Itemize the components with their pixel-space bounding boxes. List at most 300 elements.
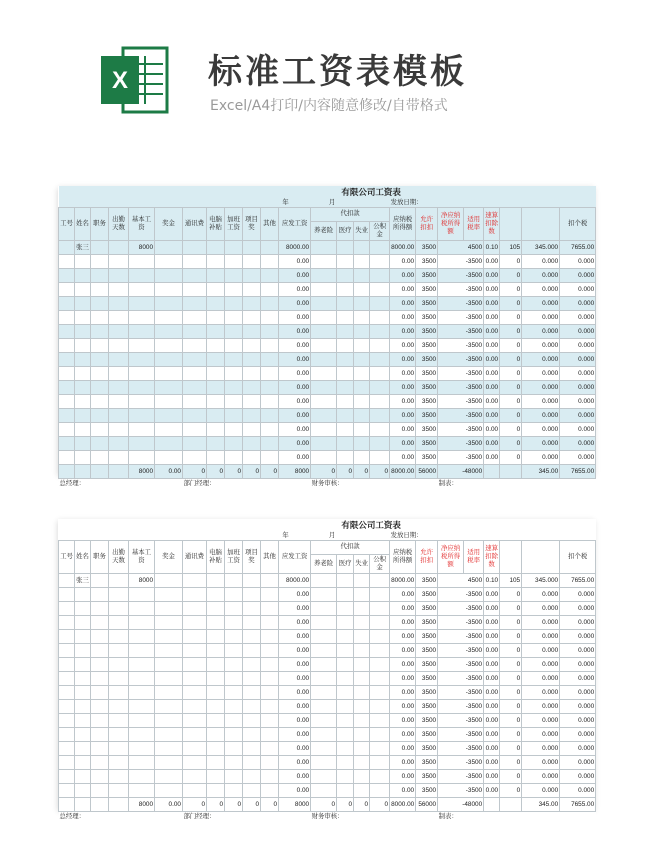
empty-cell	[75, 770, 91, 784]
column-header: 出勤天数	[109, 208, 129, 241]
empty-cell	[370, 588, 390, 602]
data-cell: 0.000	[560, 395, 596, 409]
column-header: 基本工资	[129, 541, 155, 574]
total-cell: 8000.00	[390, 465, 416, 479]
empty-cell	[183, 574, 207, 588]
data-cell: 0.000	[522, 451, 560, 465]
data-cell: 0	[500, 616, 522, 630]
empty-cell	[370, 602, 390, 616]
empty-cell	[225, 423, 243, 437]
empty-cell	[109, 700, 129, 714]
empty-cell	[225, 742, 243, 756]
empty-cell	[370, 353, 390, 367]
spacer-cell	[522, 208, 560, 241]
column-header: 电脑补贴	[207, 541, 225, 574]
empty-cell	[225, 672, 243, 686]
empty-cell	[109, 297, 129, 311]
empty-cell	[59, 616, 75, 630]
data-cell: 0.00	[390, 325, 416, 339]
empty-cell	[311, 395, 337, 409]
empty-cell	[243, 339, 261, 353]
empty-cell	[155, 451, 183, 465]
total-cell: 56000	[416, 465, 438, 479]
empty-cell	[354, 686, 370, 700]
empty-cell	[484, 465, 500, 479]
data-cell: 3500	[416, 339, 438, 353]
empty-cell	[261, 658, 279, 672]
empty-cell	[354, 311, 370, 325]
data-cell: 0.000	[560, 339, 596, 353]
empty-cell	[183, 658, 207, 672]
data-cell: 0	[500, 395, 522, 409]
empty-cell	[354, 574, 370, 588]
empty-cell	[370, 381, 390, 395]
empty-cell	[129, 770, 155, 784]
column-header: 净应纳税所得额	[438, 208, 464, 241]
empty-cell	[129, 602, 155, 616]
data-cell: 0.00	[390, 255, 416, 269]
year-label: 年	[261, 531, 311, 541]
empty-cell	[109, 311, 129, 325]
empty-cell	[370, 437, 390, 451]
total-cell: 8000	[279, 798, 311, 812]
data-cell: 0.000	[560, 784, 596, 798]
data-cell: 0.000	[522, 353, 560, 367]
empty-cell	[225, 311, 243, 325]
payroll-table	[58, 519, 596, 822]
total-cell: 8000	[129, 798, 155, 812]
data-cell: 0.000	[560, 367, 596, 381]
data-cell: 0.000	[560, 311, 596, 325]
data-cell: 0.00	[279, 423, 311, 437]
data-cell: 8000	[129, 241, 155, 255]
empty-cell	[155, 241, 183, 255]
empty-cell	[337, 658, 354, 672]
data-cell: 0.000	[522, 367, 560, 381]
empty-cell	[311, 714, 337, 728]
empty-cell	[109, 465, 129, 479]
empty-cell	[311, 686, 337, 700]
empty-cell	[370, 409, 390, 423]
deduction-subheader: 公积金	[370, 554, 390, 573]
empty-cell	[243, 644, 261, 658]
empty-cell	[183, 728, 207, 742]
data-cell: 7655.00	[560, 574, 596, 588]
data-cell: 3500	[416, 367, 438, 381]
data-cell: 张三	[75, 241, 91, 255]
empty-cell	[91, 283, 109, 297]
empty-cell	[109, 742, 129, 756]
empty-cell	[337, 339, 354, 353]
empty-cell	[337, 686, 354, 700]
column-header: 加班工资	[225, 541, 243, 574]
empty-cell	[59, 742, 75, 756]
empty-cell	[207, 381, 225, 395]
empty-cell	[311, 728, 337, 742]
empty-cell	[261, 395, 279, 409]
empty-cell	[261, 367, 279, 381]
empty-cell	[183, 269, 207, 283]
total-cell: 0	[225, 798, 243, 812]
data-cell: 0.00	[484, 588, 500, 602]
data-cell: -3500	[438, 784, 484, 798]
empty-cell	[109, 728, 129, 742]
data-cell: 0.000	[560, 700, 596, 714]
data-cell: 4500	[438, 574, 484, 588]
empty-cell	[207, 658, 225, 672]
data-cell: 0.000	[560, 269, 596, 283]
empty-cell	[183, 367, 207, 381]
empty-cell	[129, 339, 155, 353]
empty-cell	[59, 325, 75, 339]
empty-cell	[243, 283, 261, 297]
table-row	[59, 311, 596, 325]
empty-cell	[337, 297, 354, 311]
empty-cell	[109, 756, 129, 770]
empty-cell	[155, 616, 183, 630]
data-cell: 0.00	[279, 311, 311, 325]
signature-dept: 部门经理：	[183, 812, 311, 823]
column-header: 基本工资	[129, 208, 155, 241]
empty-cell	[129, 616, 155, 630]
data-cell: 3500	[416, 255, 438, 269]
empty-cell	[354, 644, 370, 658]
empty-cell	[261, 784, 279, 798]
payroll-sheet-plain	[58, 519, 595, 820]
data-cell: 0.00	[390, 353, 416, 367]
empty-cell	[91, 616, 109, 630]
empty-cell	[337, 616, 354, 630]
empty-cell	[261, 437, 279, 451]
column-header: 出勤天数	[109, 541, 129, 574]
empty-cell	[129, 325, 155, 339]
empty-cell	[337, 437, 354, 451]
empty-cell	[75, 714, 91, 728]
data-cell: 0.00	[390, 672, 416, 686]
empty-cell	[243, 742, 261, 756]
table-row	[59, 255, 596, 269]
empty-cell	[183, 672, 207, 686]
empty-cell	[370, 423, 390, 437]
data-cell: 0.00	[484, 742, 500, 756]
empty-cell	[243, 630, 261, 644]
empty-cell	[183, 297, 207, 311]
empty-cell	[129, 311, 155, 325]
empty-cell	[91, 742, 109, 756]
data-cell: 0	[500, 325, 522, 339]
empty-cell	[207, 395, 225, 409]
data-cell: 0.00	[279, 742, 311, 756]
total-cell: 0	[243, 798, 261, 812]
table-row	[59, 714, 596, 728]
empty-cell	[370, 756, 390, 770]
data-cell: 0	[500, 283, 522, 297]
data-cell: 0.000	[560, 255, 596, 269]
total-cell: 0	[183, 798, 207, 812]
empty-cell	[75, 423, 91, 437]
empty-cell	[75, 283, 91, 297]
empty-cell	[243, 325, 261, 339]
data-cell: 0.00	[279, 784, 311, 798]
data-cell: 0	[500, 742, 522, 756]
empty-cell	[155, 297, 183, 311]
empty-cell	[109, 395, 129, 409]
empty-cell	[75, 602, 91, 616]
column-header: 通讯费	[183, 208, 207, 241]
empty-cell	[225, 451, 243, 465]
total-row	[59, 465, 596, 479]
data-cell: 8000.00	[279, 241, 311, 255]
empty-cell	[243, 353, 261, 367]
empty-cell	[91, 574, 109, 588]
table-row	[59, 630, 596, 644]
empty-cell	[261, 714, 279, 728]
table-row	[59, 616, 596, 630]
empty-cell	[354, 770, 370, 784]
empty-cell	[311, 437, 337, 451]
empty-cell	[129, 784, 155, 798]
empty-cell	[243, 241, 261, 255]
empty-cell	[183, 325, 207, 339]
data-cell: 0	[500, 451, 522, 465]
empty-cell	[207, 728, 225, 742]
empty-cell	[370, 311, 390, 325]
data-cell: 0.000	[522, 339, 560, 353]
empty-cell	[155, 784, 183, 798]
empty-cell	[354, 658, 370, 672]
data-cell: 0.000	[522, 602, 560, 616]
empty-cell	[337, 672, 354, 686]
empty-cell	[75, 465, 91, 479]
empty-cell	[337, 283, 354, 297]
data-cell: 0	[500, 437, 522, 451]
empty-cell	[207, 574, 225, 588]
data-cell: 3500	[416, 437, 438, 451]
data-cell: 0	[500, 644, 522, 658]
empty-cell	[75, 353, 91, 367]
data-cell: -3500	[438, 686, 484, 700]
empty-cell	[129, 297, 155, 311]
spacer-cell	[500, 541, 522, 574]
empty-cell	[311, 451, 337, 465]
empty-cell	[59, 644, 75, 658]
data-cell: -3500	[438, 756, 484, 770]
column-header: 适用税率	[464, 541, 484, 574]
empty-cell	[370, 658, 390, 672]
data-cell: 0.00	[279, 658, 311, 672]
empty-cell	[261, 616, 279, 630]
empty-cell	[370, 297, 390, 311]
empty-cell	[129, 437, 155, 451]
empty-cell	[500, 798, 522, 812]
data-cell: -3500	[438, 451, 484, 465]
data-cell: 0.00	[484, 423, 500, 437]
empty-cell	[183, 644, 207, 658]
total-cell: 0	[337, 798, 354, 812]
empty-cell	[354, 381, 370, 395]
data-cell: 0.00	[484, 367, 500, 381]
data-cell: 0	[500, 700, 522, 714]
data-cell: 0	[500, 672, 522, 686]
empty-cell	[207, 283, 225, 297]
table-row	[59, 381, 596, 395]
data-cell: 0.000	[560, 616, 596, 630]
empty-cell	[155, 367, 183, 381]
data-cell: 345.000	[522, 574, 560, 588]
data-cell: 0.00	[279, 381, 311, 395]
data-cell: 0.00	[279, 325, 311, 339]
data-cell: 3500	[416, 381, 438, 395]
data-cell: 105	[500, 574, 522, 588]
data-cell: 8000.00	[390, 241, 416, 255]
data-cell: -3500	[438, 325, 484, 339]
empty-cell	[91, 297, 109, 311]
empty-cell	[337, 784, 354, 798]
data-cell: 0.00	[484, 784, 500, 798]
data-cell: 3500	[416, 311, 438, 325]
empty-cell	[225, 756, 243, 770]
empty-cell	[109, 325, 129, 339]
table-row	[59, 602, 596, 616]
empty-cell	[59, 437, 75, 451]
data-cell: 0.00	[484, 714, 500, 728]
empty-cell	[91, 770, 109, 784]
empty-cell	[261, 423, 279, 437]
column-header: 扣个税	[560, 208, 596, 241]
data-cell: 0.00	[279, 714, 311, 728]
empty-cell	[91, 672, 109, 686]
empty-cell	[311, 269, 337, 283]
spacer-cell	[500, 208, 522, 241]
table-row	[59, 784, 596, 798]
empty-cell	[337, 714, 354, 728]
empty-cell	[311, 297, 337, 311]
empty-cell	[59, 311, 75, 325]
empty-cell	[207, 325, 225, 339]
data-cell: 0.000	[560, 644, 596, 658]
data-cell: 0.00	[279, 297, 311, 311]
empty-cell	[155, 658, 183, 672]
empty-cell	[109, 409, 129, 423]
data-cell: 0.00	[484, 728, 500, 742]
empty-cell	[129, 255, 155, 269]
data-cell: 0	[500, 784, 522, 798]
data-cell: -3500	[438, 423, 484, 437]
data-cell: -3500	[438, 395, 484, 409]
empty-cell	[59, 269, 75, 283]
empty-cell	[207, 672, 225, 686]
total-cell: 7655.00	[560, 465, 596, 479]
empty-cell	[225, 437, 243, 451]
table-row	[59, 423, 596, 437]
empty-cell	[155, 672, 183, 686]
empty-cell	[261, 770, 279, 784]
empty-cell	[261, 297, 279, 311]
empty-cell	[370, 451, 390, 465]
data-cell: 0.00	[279, 339, 311, 353]
data-cell: 0.000	[522, 770, 560, 784]
empty-cell	[59, 465, 75, 479]
data-cell: 0.00	[484, 409, 500, 423]
empty-cell	[261, 325, 279, 339]
empty-cell	[91, 255, 109, 269]
empty-cell	[183, 630, 207, 644]
data-cell: 3500	[416, 616, 438, 630]
data-cell: 0.00	[390, 630, 416, 644]
empty-cell	[109, 630, 129, 644]
empty-cell	[337, 588, 354, 602]
empty-cell	[311, 367, 337, 381]
data-cell: 0.10	[484, 241, 500, 255]
data-cell: 0	[500, 423, 522, 437]
total-cell: 0	[354, 465, 370, 479]
empty-cell	[225, 658, 243, 672]
empty-cell	[129, 395, 155, 409]
empty-cell	[109, 423, 129, 437]
empty-cell	[207, 311, 225, 325]
data-cell: 4500	[438, 241, 484, 255]
empty-cell	[207, 742, 225, 756]
data-cell: 0	[500, 588, 522, 602]
data-cell: 0.00	[390, 588, 416, 602]
empty-cell	[183, 381, 207, 395]
empty-cell	[311, 325, 337, 339]
empty-cell	[261, 451, 279, 465]
column-header: 适用税率	[464, 208, 484, 241]
data-cell: 3500	[416, 451, 438, 465]
data-cell: 0.000	[522, 381, 560, 395]
data-cell: 0.00	[390, 728, 416, 742]
total-cell: 56000	[416, 798, 438, 812]
empty-cell	[59, 602, 75, 616]
empty-cell	[354, 297, 370, 311]
spacer-cell	[59, 519, 279, 531]
total-cell: 0	[183, 465, 207, 479]
spacer-cell	[59, 198, 261, 208]
empty-cell	[109, 602, 129, 616]
empty-cell	[311, 784, 337, 798]
data-cell: 0.00	[484, 672, 500, 686]
empty-cell	[337, 770, 354, 784]
data-cell: 3500	[416, 395, 438, 409]
empty-cell	[59, 423, 75, 437]
empty-cell	[243, 686, 261, 700]
empty-cell	[225, 283, 243, 297]
empty-cell	[59, 798, 75, 812]
empty-cell	[225, 602, 243, 616]
empty-cell	[354, 672, 370, 686]
data-cell: 3500	[416, 602, 438, 616]
total-row	[59, 798, 596, 812]
data-cell: 0.00	[279, 672, 311, 686]
empty-cell	[337, 241, 354, 255]
empty-cell	[337, 367, 354, 381]
data-cell: 0.00	[484, 297, 500, 311]
data-cell: 0.000	[560, 353, 596, 367]
empty-cell	[109, 241, 129, 255]
data-cell: 0.00	[484, 658, 500, 672]
empty-cell	[354, 451, 370, 465]
empty-cell	[243, 451, 261, 465]
empty-cell	[109, 367, 129, 381]
empty-cell	[243, 616, 261, 630]
empty-cell	[354, 728, 370, 742]
empty-cell	[155, 269, 183, 283]
empty-cell	[225, 644, 243, 658]
data-cell: -3500	[438, 311, 484, 325]
empty-cell	[109, 784, 129, 798]
empty-cell	[75, 409, 91, 423]
